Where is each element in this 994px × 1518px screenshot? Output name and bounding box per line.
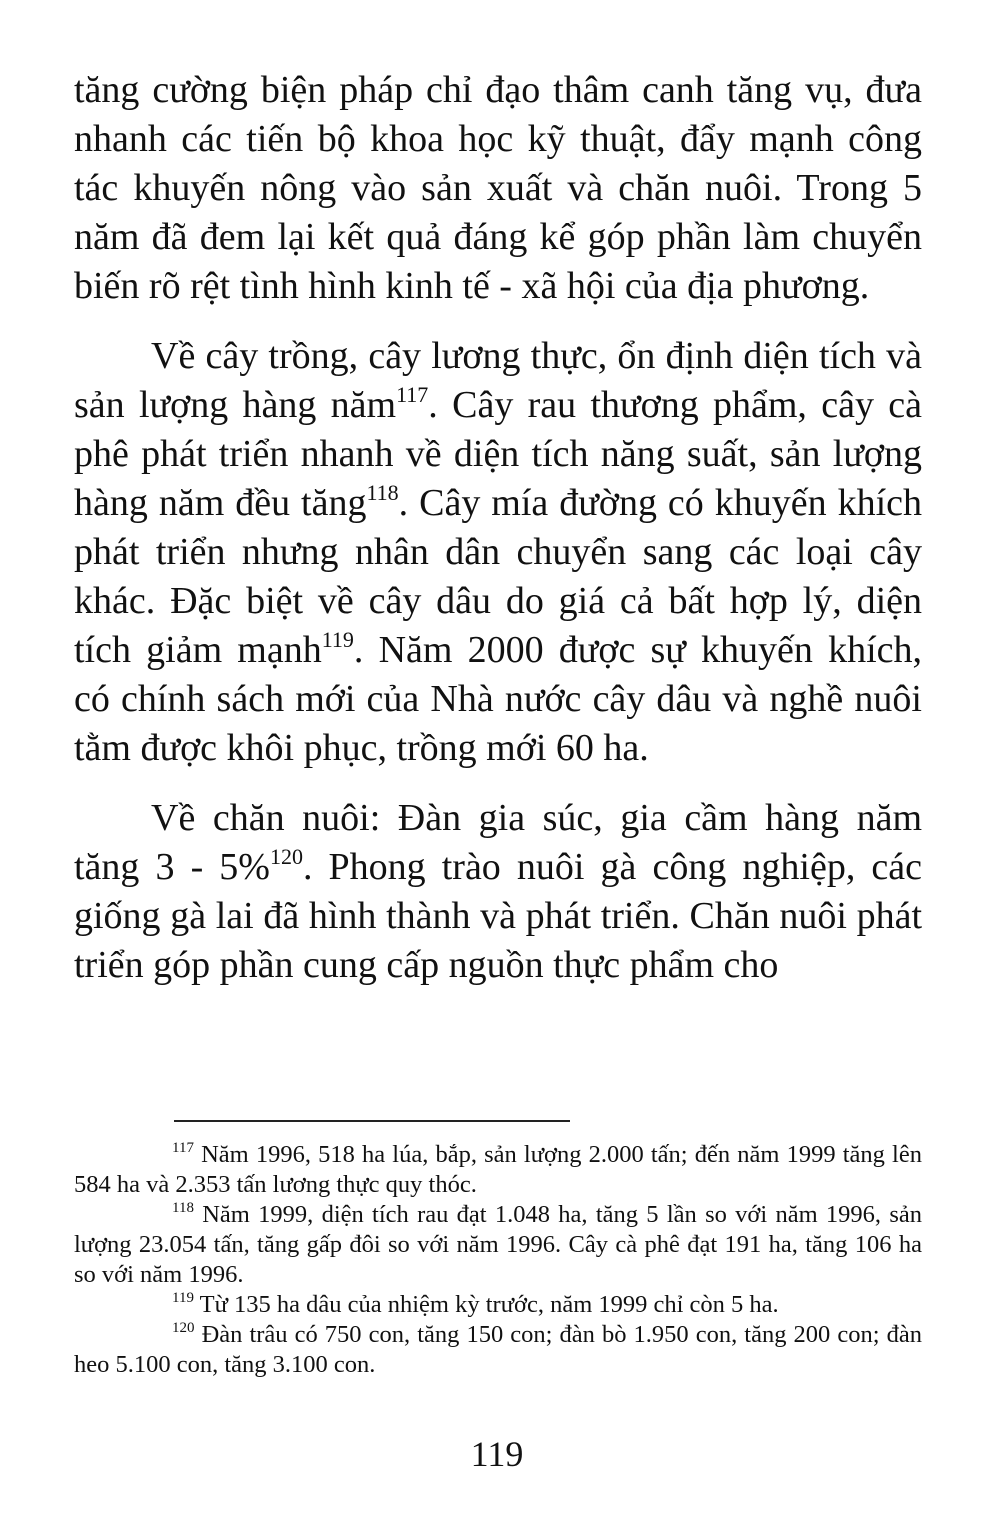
footnote-number: 119 bbox=[172, 1290, 194, 1306]
footnotes bbox=[74, 1140, 922, 1380]
footnote-text: Năm 1996, 518 ha lúa, bắp, sản lượng 2.000 tấn; đến năm 1999 tăng lên 584 ha và 2.353 tấn lương thực quy thóc. bbox=[74, 1141, 922, 1198]
paragraph-text: . Cây rau thương phẩm, cây cà phê phát triển nhanh về diện tích năng suất, sản lượng hàng năm đều tăng bbox=[74, 384, 922, 524]
paragraph-2 bbox=[74, 332, 922, 773]
paragraph-text: Về chăn nuôi: Đàn gia súc, gia cầm hàng năm tăng 3 - 5% bbox=[74, 797, 922, 888]
footnote-number: 117 bbox=[172, 1140, 194, 1156]
footnote-ref-118[interactable]: 118 bbox=[366, 480, 399, 505]
paragraph-gap bbox=[74, 311, 922, 332]
paragraph-1 bbox=[74, 66, 922, 311]
footnote-number: 120 bbox=[172, 1320, 195, 1336]
footnote-divider bbox=[174, 1120, 570, 1122]
footnote-text: Từ 135 ha dâu của nhiệm kỳ trước, năm 1999 chỉ còn 5 ha. bbox=[193, 1291, 779, 1318]
footnote-ref-119[interactable]: 119 bbox=[321, 627, 354, 652]
paragraph-3 bbox=[74, 794, 922, 990]
paragraph-text: . Năm 2000 được sự khuyến khích, có chính sách mới của Nhà nước cây dâu và nghề nuôi tằm được khôi phục, trồng mới 60 ha. bbox=[74, 629, 922, 769]
footnote-number: 118 bbox=[172, 1200, 194, 1216]
paragraph-text: tăng cường biện pháp chỉ đạo thâm canh tăng vụ, đưa nhanh các tiến bộ khoa học kỹ thuật, đẩy mạnh công tác khuyến nông vào sản xuất và chăn nuôi. Trong 5 năm đã đem lại kết quả đáng kể góp phần làm chuyển biến rõ rệt tình hình kinh tế - xã hội của địa phương. bbox=[74, 69, 922, 307]
page-number: 119 bbox=[470, 1434, 524, 1474]
footnote-119 bbox=[74, 1290, 922, 1320]
paragraph-text: . Cây mía đường có khuyến khích phát triển nhưng nhân dân chuyển sang các loại cây khác. Đặc biệt về cây dâu do giá cả bất hợp lý, diện tích giảm mạnh bbox=[74, 482, 922, 671]
footnote-118 bbox=[74, 1200, 922, 1290]
footnote-120 bbox=[74, 1320, 922, 1380]
body-text bbox=[74, 66, 922, 990]
paragraph-text: . Phong trào nuôi gà công nghiệp, các giống gà lai đã hình thành và phát triển. Chăn nuôi phát triển góp phần cung cấp nguồn thực phẩm cho bbox=[74, 846, 922, 986]
footnote-text: Đàn trâu có 750 con, tăng 150 con; đàn bò 1.950 con, tăng 200 con; đàn heo 5.100 con, tăng 3.100 con. bbox=[74, 1321, 922, 1378]
footnote-117 bbox=[74, 1140, 922, 1200]
footnote-ref-120[interactable]: 120 bbox=[269, 844, 303, 869]
paragraph-gap bbox=[74, 773, 922, 794]
paragraph-text: Về cây trồng, cây lương thực, ổn định diện tích và sản lượng hàng năm bbox=[74, 335, 922, 426]
footnote-ref-117[interactable]: 117 bbox=[396, 382, 429, 407]
footnote-text: Năm 1999, diện tích rau đạt 1.048 ha, tăng 5 lần so với năm 1996, sản lượng 23.054 tấn, tăng gấp đôi so với năm 1996. Cây cà phê đạt 191 ha, tăng 106 ha so với năm 1996. bbox=[74, 1201, 922, 1288]
